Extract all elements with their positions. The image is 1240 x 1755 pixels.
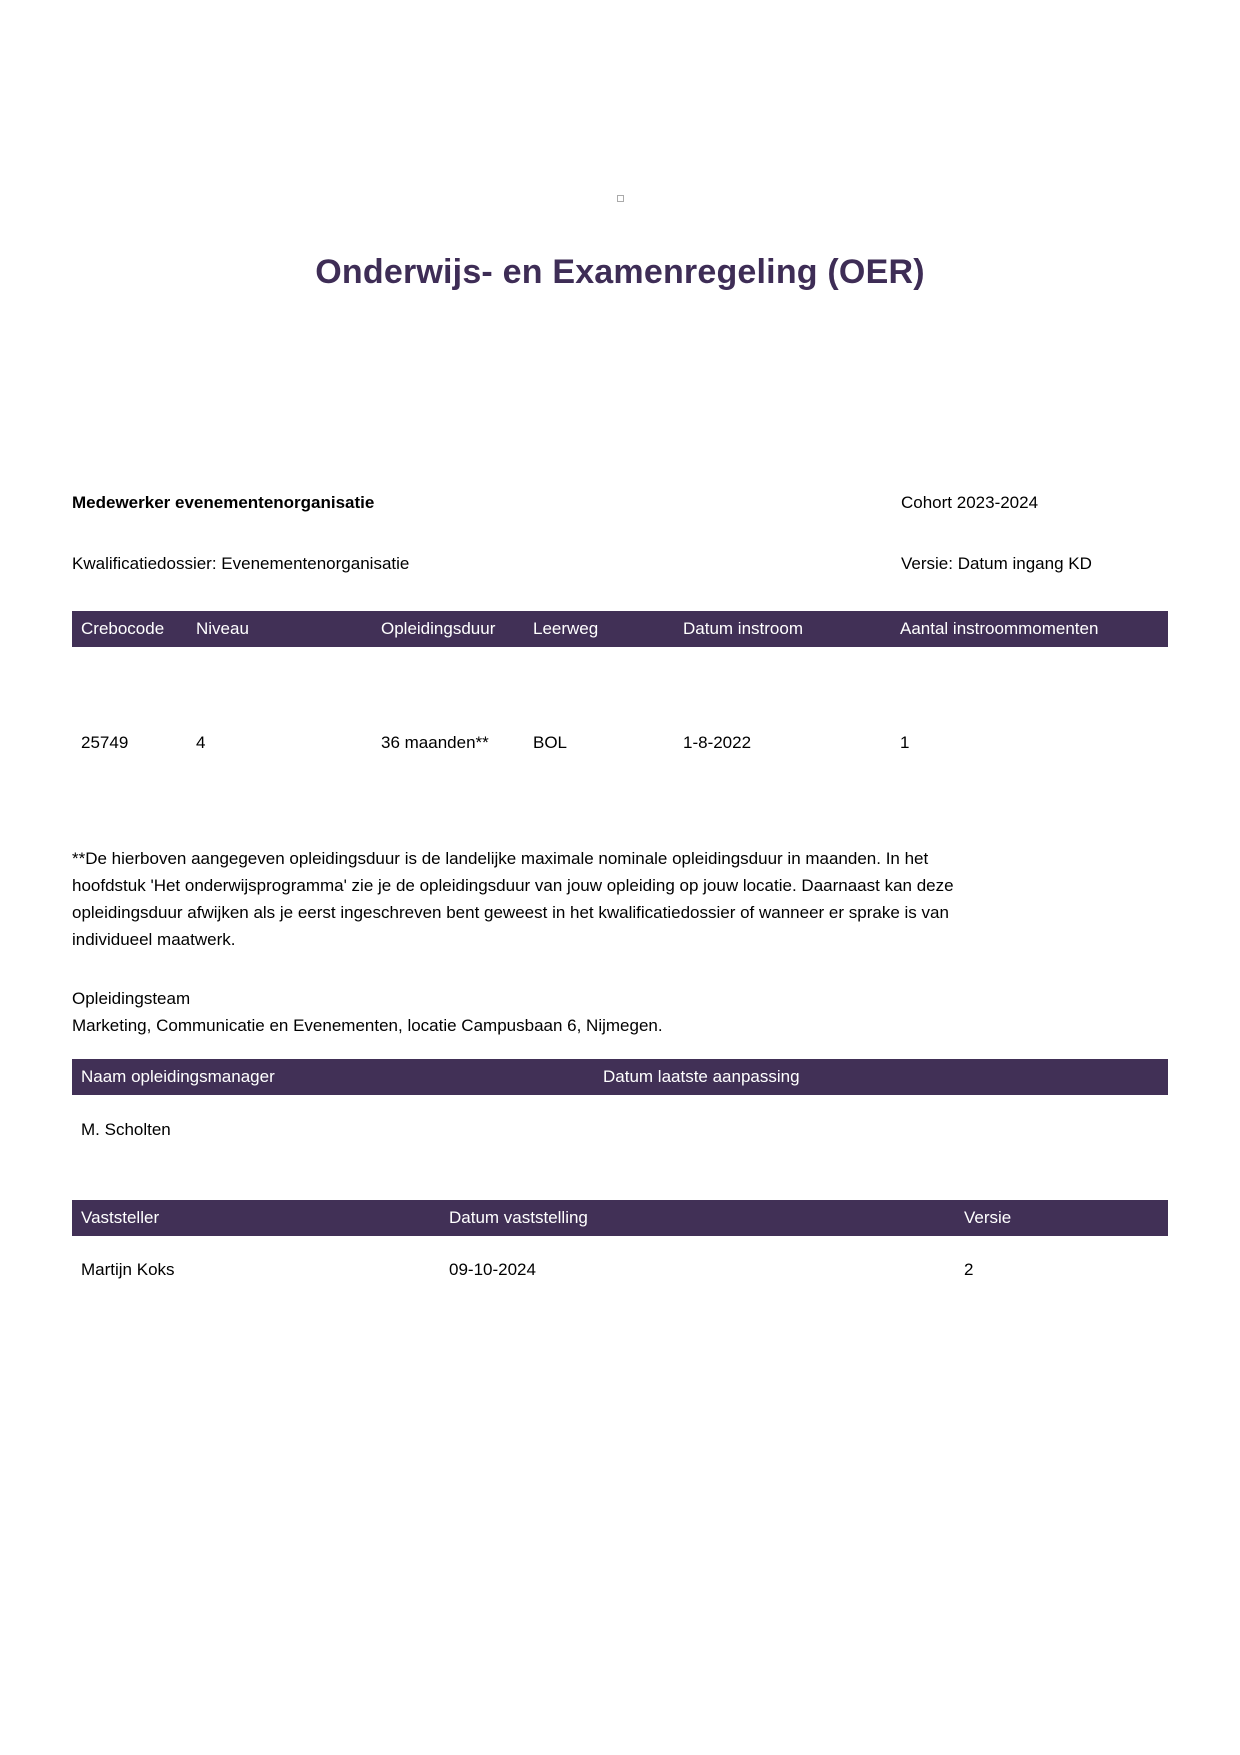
document-content — [72, 492, 1168, 1281]
qualification-dossier: Kwalificatiedossier: Evenementenorganisatie — [72, 554, 410, 573]
program-table-row — [72, 732, 1168, 754]
program-table — [72, 611, 1168, 754]
cell-leerweg: BOL — [533, 733, 568, 752]
column-header-naam-opleidingsmanager: Naam opleidingsmanager — [81, 1067, 275, 1086]
cell-datum-vaststelling: 09-10-2024 — [449, 1260, 536, 1279]
program-name: Medewerker evenementenorganisatie — [72, 493, 375, 512]
column-header-versie: Versie — [964, 1208, 1012, 1227]
footnote-line: **De hierboven aangegeven opleidingsduur is de landelijke maximale nominale opleidingsduur in maanden. In het — [72, 849, 929, 868]
column-header-datum-vaststelling: Datum vaststelling — [449, 1208, 588, 1227]
column-header-vaststeller: Vaststeller — [81, 1208, 160, 1227]
column-header-aantal-instroommomenten: Aantal instroommomenten — [900, 619, 1099, 638]
column-header-leerweg: Leerweg — [533, 619, 599, 638]
program-meta-row — [72, 492, 1168, 514]
duration-footnote — [72, 845, 1168, 953]
footnote-line: hoofdstuk 'Het onderwijsprogramma' zie je de opleidingsduur van jouw opleiding op jouw locatie. Daarnaast kan deze — [72, 876, 954, 895]
footnote-line: individueel maatwerk. — [72, 930, 236, 949]
cell-opleidingsduur: 36 maanden** — [381, 733, 489, 752]
cell-versie: 2 — [964, 1260, 974, 1279]
cell-vaststeller: Martijn Koks — [81, 1260, 175, 1279]
cohort-label: Cohort 2023-2024 — [901, 493, 1039, 512]
program-table-header — [72, 611, 1168, 647]
approval-table-row — [72, 1259, 1168, 1281]
column-header-datum-laatste-aanpassing: Datum laatste aanpassing — [603, 1067, 800, 1086]
cell-datum-laatste-aanpassing — [603, 1119, 1168, 1141]
cell-crebocode: 25749 — [81, 733, 129, 752]
column-header-datum-instroom: Datum instroom — [683, 619, 803, 638]
manager-table-row — [72, 1119, 1168, 1141]
cell-datum-instroom: 1-8-2022 — [683, 733, 752, 752]
approval-table — [72, 1200, 1168, 1281]
approval-table-header — [72, 1200, 1168, 1236]
footnote-line: opleidingsduur afwijken als je eerst ingeschreven bent geweest in het kwalificatiedossier of wanneer er sprake is van — [72, 903, 949, 922]
cell-aantal-instroommomenten: 1 — [900, 733, 910, 752]
page-title: Onderwijs- en Examenregeling (OER) — [315, 253, 925, 291]
cell-niveau: 4 — [196, 733, 206, 752]
column-header-opleidingsduur: Opleidingsduur — [381, 619, 496, 638]
icon-row — [0, 0, 1240, 202]
broken-image-placeholder-icon — [617, 195, 624, 202]
qualification-meta-row — [72, 553, 1168, 575]
manager-table-header — [72, 1059, 1168, 1095]
opleidingsteam-description: Marketing, Communicatie en Evenementen, locatie Campusbaan 6, Nijmegen. — [72, 1016, 663, 1035]
version-label: Versie: Datum ingang KD — [901, 554, 1092, 573]
column-header-niveau: Niveau — [196, 619, 249, 638]
opleidingsteam-label: Opleidingsteam — [72, 989, 191, 1008]
manager-table — [72, 1059, 1168, 1141]
column-header-crebocode: Crebocode — [81, 619, 165, 638]
opleidingsteam-section — [72, 985, 1168, 1039]
cell-opleidingsmanager: M. Scholten — [81, 1120, 171, 1139]
